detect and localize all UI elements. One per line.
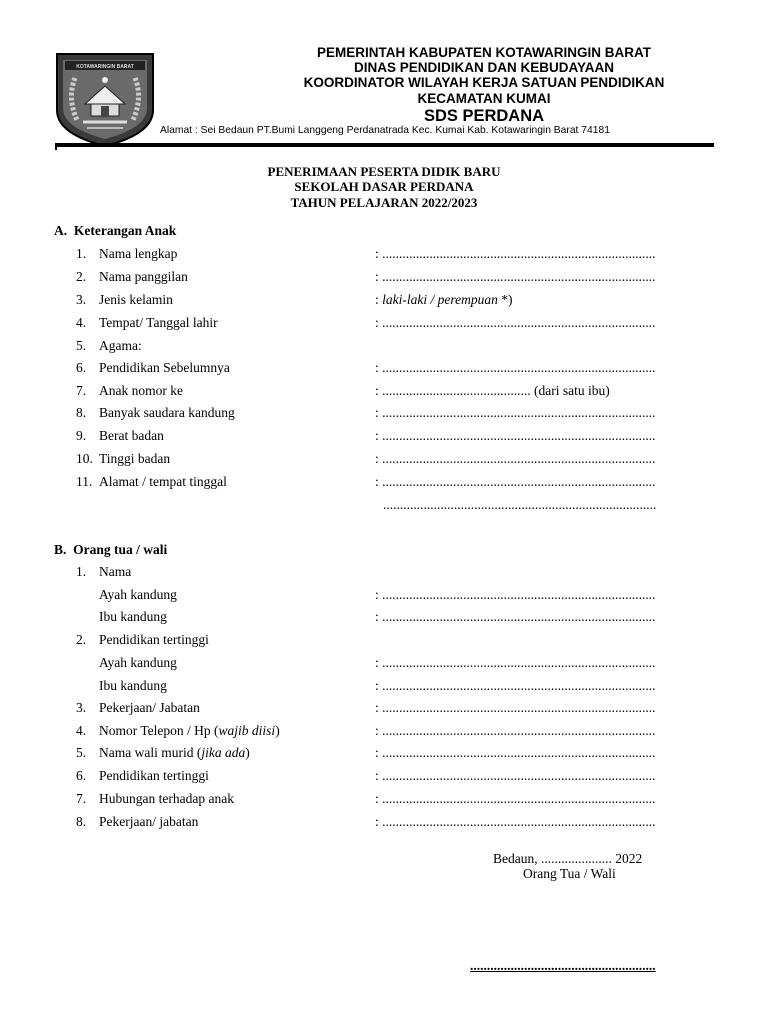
field-label-mother-name: Ibu kandung	[99, 609, 167, 624]
field-blank-guardian-education[interactable]: : .................................................................................	[375, 768, 656, 783]
section-b-marker: B.	[54, 542, 67, 557]
phone-label-text: Nomor Telepon / Hp (	[99, 723, 219, 738]
header-coordinator: KOORDINATOR WILAYAH KERJA SATUAN PENDIDIKAN	[303, 75, 665, 90]
gender-choices: laki-laki / perempuan	[382, 292, 502, 307]
item-number: 6.	[76, 360, 87, 375]
field-blank-phone[interactable]: : .................................................................................	[375, 723, 656, 738]
item-number: 2.	[76, 632, 87, 647]
header-divider-tick	[55, 143, 57, 150]
item-number: 9.	[76, 428, 87, 443]
field-label-parent-name: Nama	[99, 564, 132, 579]
field-blank-previous-school[interactable]: : .................................................................................	[375, 360, 656, 375]
section-b-title: Orang tua / wali	[73, 542, 168, 557]
item-number: 5.	[76, 338, 87, 353]
signature-line[interactable]: .......................................................	[470, 958, 656, 973]
field-blank-child-order[interactable]: : ............................................ (dari satu ibu)	[375, 383, 610, 398]
religion-label-text: Agama	[99, 338, 138, 353]
header-address: Alamat : Sei Bedaun PT.Bumi Langgeng Perdanatrada Kec. Kumai Kab. Kotawaringin Barat 74181	[160, 125, 610, 136]
field-label-full-name: Nama lengkap	[99, 246, 178, 261]
form-title-line3: TAHUN PELAJARAN 2022/2023	[290, 195, 478, 210]
header-district: KECAMATAN KUMAI	[417, 91, 551, 106]
field-label-previous-school: Pendidikan Sebelumnya	[99, 360, 230, 375]
item-number: 3.	[76, 292, 87, 307]
field-label-guardian-occupation: Pekerjaan/ jabatan	[99, 814, 199, 829]
item-number: 1.	[76, 246, 87, 261]
field-label-relationship: Hubungan terhadap anak	[99, 791, 234, 806]
field-blank-parent-occupation[interactable]: : .................................................................................	[375, 700, 656, 715]
guardian-label-close: )	[245, 745, 250, 760]
form-title-line1: PENERIMAAN PESERTA DIDIK BARU	[267, 164, 501, 179]
field-blank-address[interactable]: : .................................................................................	[375, 474, 656, 489]
field-label-nickname: Nama panggilan	[99, 269, 188, 284]
item-number: 5.	[76, 745, 87, 760]
regency-emblem-logo	[53, 48, 157, 148]
field-label-phone	[99, 723, 280, 739]
field-label-parent-occupation: Pekerjaan/ Jabatan	[99, 700, 200, 715]
item-number: 10.	[76, 451, 93, 466]
field-blank-height[interactable]: : .................................................................................	[375, 451, 656, 466]
field-label-weight: Berat badan	[99, 428, 164, 443]
field-blank-birth-place-date[interactable]: : .................................................................................	[375, 315, 656, 330]
field-label-height: Tinggi badan	[99, 451, 171, 466]
field-label-birth-place-date: Tempat/ Tanggal lahir	[99, 315, 218, 330]
field-blank-mother-education[interactable]: : .................................................................................	[375, 678, 656, 693]
field-blank-address-continued[interactable]: .................................................................................	[383, 497, 657, 512]
signature-place-date[interactable]: Bedaun, ..................... 2022	[493, 851, 643, 866]
section-b-heading	[54, 542, 167, 558]
field-blank-father-education[interactable]: : .................................................................................	[375, 655, 656, 670]
field-label-address: Alamat / tempat tinggal	[99, 474, 227, 489]
field-label-religion	[99, 338, 142, 354]
field-blank-siblings[interactable]: : .................................................................................	[375, 405, 656, 420]
phone-label-close: )	[275, 723, 280, 738]
header-government: PEMERINTAH KABUPATEN KOTAWARINGIN BARAT	[317, 45, 651, 60]
item-number: 6.	[76, 768, 87, 783]
field-blank-father-name[interactable]: : .................................................................................	[375, 587, 656, 602]
field-label-father-name: Ayah kandung	[99, 587, 177, 602]
field-blank-mother-name[interactable]: : .................................................................................	[375, 609, 656, 624]
field-label-father-education: Ayah kandung	[99, 655, 177, 670]
field-blank-nickname[interactable]: : .................................................................................	[375, 269, 656, 284]
item-number: 11.	[76, 474, 93, 489]
signature-role: Orang Tua / Wali	[523, 866, 616, 881]
section-a-heading	[54, 223, 176, 239]
item-number: 8.	[76, 405, 87, 420]
item-number: 4.	[76, 315, 87, 330]
section-a-marker: A.	[54, 223, 68, 238]
field-label-gender: Jenis kelamin	[99, 292, 173, 307]
field-blank-guardian-occupation[interactable]: : .................................................................................	[375, 814, 656, 829]
item-number: 8.	[76, 814, 87, 829]
gender-colon: :	[375, 292, 383, 307]
phone-required-note: wajib diisi	[218, 723, 276, 738]
item-number: 2.	[76, 269, 87, 284]
item-number: 7.	[76, 383, 87, 398]
guardian-label-text: Nama wali murid (	[99, 745, 202, 760]
header-divider	[55, 143, 714, 147]
field-label-guardian-education: Pendidikan tertinggi	[99, 768, 209, 783]
item-number: 3.	[76, 700, 87, 715]
field-blank-guardian-name[interactable]: : .................................................................................	[375, 745, 656, 760]
field-label-guardian-name	[99, 745, 250, 761]
field-blank-weight[interactable]: : .................................................................................	[375, 428, 656, 443]
field-blank-relationship[interactable]: : .................................................................................	[375, 791, 656, 806]
guardian-optional-note: jika ada	[201, 745, 246, 760]
item-number: 1.	[76, 564, 87, 579]
field-label-mother-education: Ibu kandung	[99, 678, 167, 693]
field-label-child-order: Anak nomor ke	[99, 383, 183, 398]
field-blank-full-name[interactable]: : .................................................................................	[375, 246, 656, 261]
logo-text: KOTAWARINGIN BARAT	[76, 64, 134, 70]
religion-colon[interactable]: :	[137, 338, 142, 353]
form-title-line2: SEKOLAH DASAR PERDANA	[294, 179, 474, 194]
item-number: 4.	[76, 723, 87, 738]
gender-footnote-mark: *)	[501, 292, 513, 307]
item-number: 7.	[76, 791, 87, 806]
field-label-siblings: Banyak saudara kandung	[99, 405, 235, 420]
field-gender-options[interactable]	[375, 292, 513, 308]
header-department: DINAS PENDIDIKAN DAN KEBUDAYAAN	[353, 60, 615, 75]
section-a-title: Keterangan Anak	[73, 223, 177, 238]
field-label-parent-education: Pendidikan tertinggi	[99, 632, 209, 647]
header-school-name: SDS PERDANA	[423, 107, 545, 125]
